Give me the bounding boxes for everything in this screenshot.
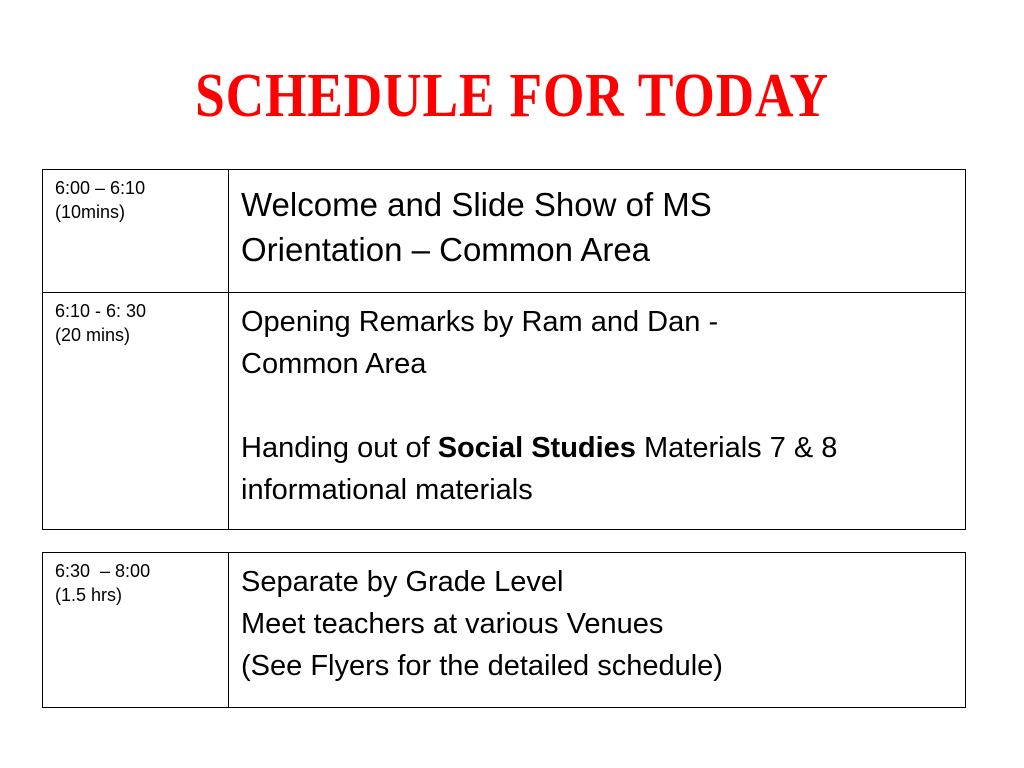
social-studies-emphasis: Social Studies bbox=[437, 432, 636, 464]
description-line: Orientation – Common Area bbox=[241, 231, 651, 268]
description-line: Common Area bbox=[241, 348, 427, 380]
description-line: informational materials bbox=[241, 474, 533, 506]
time-duration: (20 mins) bbox=[55, 325, 131, 345]
slide-title: SCHEDULE FOR TODAY bbox=[195, 62, 829, 130]
paragraph-spacer bbox=[241, 385, 955, 427]
time-range: 6:10 - 6: 30 bbox=[55, 301, 147, 321]
description-line bbox=[241, 427, 955, 469]
time-duration: (10mins) bbox=[55, 202, 126, 222]
time-range: 6:30 – 8:00 bbox=[55, 561, 151, 581]
description-cell bbox=[229, 293, 966, 530]
description-text bbox=[241, 182, 955, 272]
description-cell bbox=[229, 170, 966, 293]
handout-prefix: Handing out of bbox=[241, 432, 438, 464]
table-row bbox=[43, 553, 966, 708]
schedule-table-2 bbox=[42, 552, 966, 708]
description-text bbox=[241, 301, 955, 511]
description-cell bbox=[229, 553, 966, 708]
description-line: Opening Remarks by Ram and Dan - bbox=[241, 306, 719, 338]
time-cell bbox=[43, 170, 229, 293]
description-line: Meet teachers at various Venues bbox=[241, 608, 664, 640]
table-row bbox=[43, 170, 966, 293]
schedule-table-1 bbox=[42, 169, 966, 530]
table-row bbox=[43, 293, 966, 530]
description-line: Welcome and Slide Show of MS bbox=[241, 186, 712, 223]
time-range: 6:00 – 6:10 bbox=[55, 178, 146, 198]
time-duration: (1.5 hrs) bbox=[55, 585, 123, 605]
handout-suffix: Materials 7 & 8 bbox=[635, 432, 838, 464]
description-text bbox=[241, 561, 955, 687]
time-cell bbox=[43, 553, 229, 708]
description-line: (See Flyers for the detailed schedule) bbox=[241, 650, 723, 682]
time-cell bbox=[43, 293, 229, 530]
description-line: Separate by Grade Level bbox=[241, 566, 564, 598]
